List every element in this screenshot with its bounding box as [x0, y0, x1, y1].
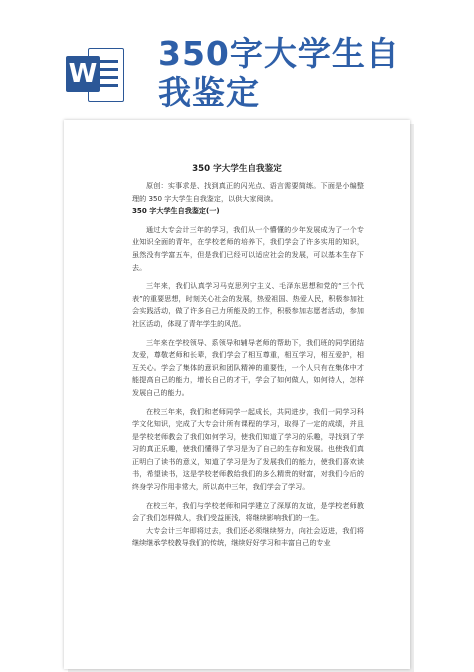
- document-page: [64, 120, 410, 669]
- body-paragraph: 在校三年，我们与学校老师和同学建立了深厚的友谊，是学校老师教会了我们怎样做人，我们受益匪浅，将继续影响我们的一生。: [132, 500, 364, 523]
- page-title-line1: 350字大学生自: [158, 34, 400, 73]
- document-title: 350 字大学生自我鉴定: [192, 164, 282, 174]
- page-title-line2: 我鉴定: [158, 73, 260, 112]
- body-paragraph: 通过大专会计三年的学习，我们从一个懵懂的少年发展成为了一个专业知识全面的青年，在学校老师的培养下，我们学会了许多实用的知识，虽然没有学富五车，但是我们已经可以适应社会的发展，可以基本生存下去。: [132, 224, 364, 272]
- intro-paragraph: 原创：实事求是、找到真正的闪光点、语言需要简练。下面是小编整理的 350 字大学生自我鉴定，以供大家阅读。: [132, 181, 364, 203]
- document-body: [132, 180, 364, 550]
- page-title: [158, 34, 458, 112]
- section-heading: 350 字大学生自我鉴定(一): [132, 206, 220, 216]
- header: [0, 0, 474, 120]
- word-icon-line: [100, 84, 118, 87]
- body-paragraph: 三年来，我们认真学习马克思列宁主义、毛泽东思想和党的“三个代表”的重要思想，时刻关心社会的发展，热爱祖国、热爱人民，积极参加社会实践活动，做了许多自己力所能及的工作，积极参加志愿者活动，参加社区活动，体现了青年学生的风范。: [132, 281, 364, 328]
- body-paragraph: 大专会计三年即将过去，我们还必须继续努力，向社会迈进，我们将继续继承学校教导我们的传统，继续好好学习和丰富自己的专业: [132, 525, 364, 548]
- word-icon-line: [100, 76, 118, 79]
- word-document-icon: [66, 46, 124, 104]
- word-icon-line: [100, 68, 118, 71]
- word-icon-letter: W: [66, 56, 100, 92]
- body-paragraph: 三年来在学校领导、系领导和辅导老师的帮助下，我们班的同学团结友爱，尊敬老师和长辈，我们学会了相互尊重，相互学习，相互爱护，相互关心。学会了集体的意识和团队精神的重要性，一个人只有在集体中才能提高自己的能力，增长自己的才干，学会了如何做人，如何待人，怎样发展自己的能力。: [132, 337, 364, 397]
- word-icon-line: [100, 60, 118, 63]
- body-paragraph: 在校三年来，我们和老师同学一起成长，共同进步，我们一同学习科学文化知识，完成了大专会计所有课程的学习，取得了一定的成绩，并且是学校老师教会了我们如何学习，使我们知道了学习的乐趣，寻找到了学习的真正乐趣，使我们懂得了学习是为了自己的生存和发展。也使我们真正明白了读书的意义，知道了学习是为了发展我们的能力，使我们喜欢读书，希望读书，这是学校老师教给我们的多么精贵的财富，对我们今后的终身学习作用非常大，所以高中三年，我们学会了学习。: [132, 406, 364, 492]
